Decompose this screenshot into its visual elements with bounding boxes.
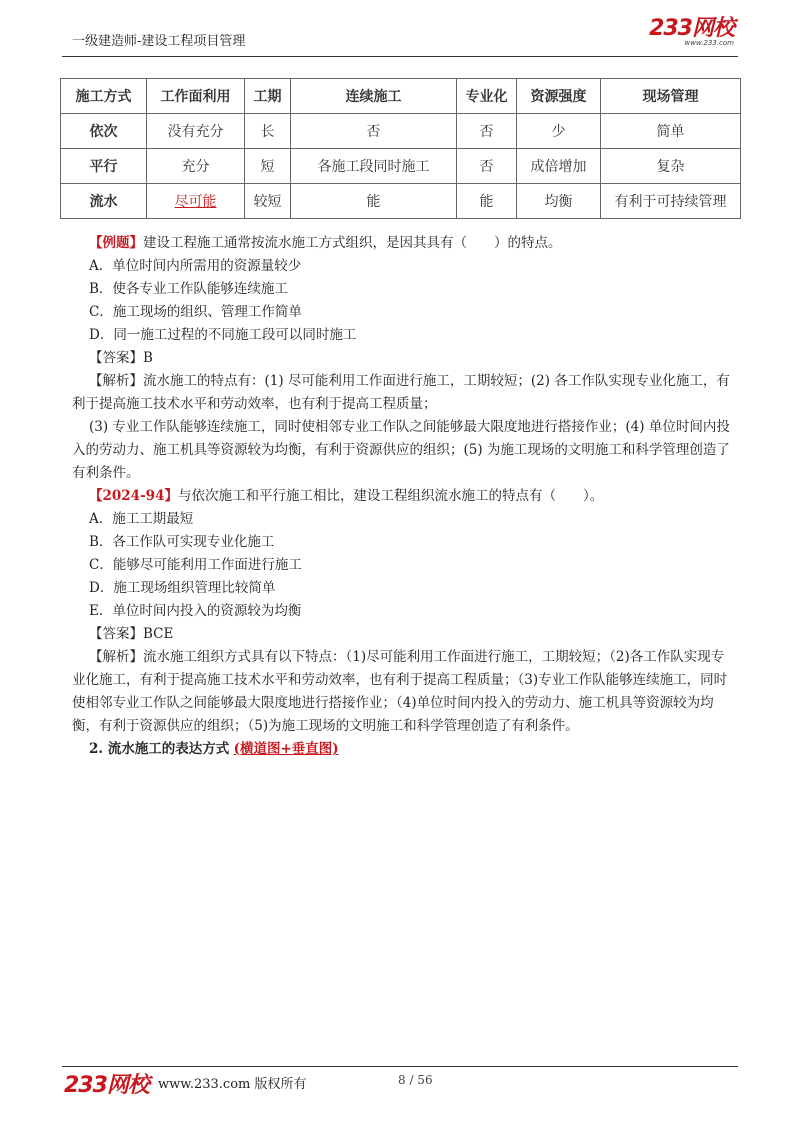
table-cell: 简单 (601, 114, 741, 149)
header-divider (62, 56, 738, 57)
table-cell: 能 (457, 184, 517, 219)
question-1-text: 建设工程施工通常按流水施工方式组织，是因其具有（ ）的特点。 (143, 235, 562, 251)
table-cell: 否 (457, 114, 517, 149)
table-cell: 均衡 (517, 184, 601, 219)
table-row-label: 平行 (61, 149, 147, 184)
table-row (61, 184, 741, 219)
table-cell: 有利于可持续管理 (601, 184, 741, 219)
table-row-label: 依次 (61, 114, 147, 149)
highlighted-cell-text: 尽可能 (174, 194, 217, 210)
table-cell: 能 (291, 184, 457, 219)
question-2-analysis: 【解析】流水施工组织方式具有以下特点：（1)尽可能利用工作面进行施工，工期较短；（2)各工作队实现专业化施工，有利于提高施工技术水平和劳动效率，也有利于提高工程质量；（3)专业工作队能够连续施工，同时使相邻专业工作队之间能够最大限度地进行搭接作业；（4)单位时间内投入的劳动力、施工机具等资源较为均衡，有利于资源供应的组织；（5)为施工现场的文明施工和科学管理创造了有利条件。 (72, 649, 728, 734)
option-text: D．施工现场组织管理比较简单 (89, 580, 276, 596)
option-text: D．同一施工过程的不同施工段可以同时施工 (89, 327, 357, 343)
table-header-cell: 现场管理 (601, 79, 741, 114)
question-1-analysis: 【解析】流水施工的特点有：(1) 尽可能利用工作面进行施工，工期较短；(2) 各工作队实现专业化施工，有利于提高施工技术水平和劳动效率，也有利于提高工程质量； (72, 373, 730, 412)
table-cell: 否 (457, 149, 517, 184)
table-cell: 充分 (147, 149, 245, 184)
question-1-tag: 【例题】 (89, 235, 143, 251)
table-cell (147, 184, 245, 219)
table-header-cell: 资源强度 (517, 79, 601, 114)
section-title: 2. 流水施工的表达方式 (89, 741, 230, 757)
table-header-cell: 工作面利用 (147, 79, 245, 114)
header-title: 一级建造师-建设工程项目管理 (72, 34, 246, 49)
table-cell: 各施工段同时施工 (291, 149, 457, 184)
question-1-stem (72, 232, 734, 255)
footer-logo: 233网校 (64, 1073, 149, 1098)
question-2-stem (72, 485, 734, 508)
question-1-answer: 【答案】B (89, 350, 153, 366)
brand-logo (649, 18, 734, 47)
table-row (61, 114, 741, 149)
section-highlight: (横道图+垂直图) (233, 741, 339, 757)
table-header-cell: 施工方式 (61, 79, 147, 114)
option-text: B．使各专业工作队能够连续施工 (89, 281, 288, 297)
page-content (72, 232, 734, 761)
section-heading (72, 738, 734, 761)
comparison-table (60, 78, 741, 219)
table-header-cell: 专业化 (457, 79, 517, 114)
table-row-label: 流水 (61, 184, 147, 219)
table-header-cell: 连续施工 (291, 79, 457, 114)
table-cell: 否 (291, 114, 457, 149)
option-text: A．单位时间内所需用的资源量较少 (89, 258, 302, 274)
table-cell: 成倍增加 (517, 149, 601, 184)
page-number: 8 / 56 (398, 1073, 433, 1087)
table-cell: 较短 (245, 184, 291, 219)
table-row (61, 149, 741, 184)
option-text: E．单位时间内投入的资源较为均衡 (89, 603, 302, 619)
brand-logo-text: 233网校 (649, 16, 734, 41)
table-cell: 长 (245, 114, 291, 149)
footer-divider (62, 1066, 738, 1067)
table-cell: 短 (245, 149, 291, 184)
option-text: C．能够尽可能利用工作面进行施工 (89, 557, 302, 573)
table-cell: 复杂 (601, 149, 741, 184)
question-2-text: 与依次施工和平行施工相比，建设工程组织流水施工的特点有（ ）。 (177, 488, 604, 504)
option-text: C．施工现场的组织、管理工作简单 (89, 304, 302, 320)
table-cell: 少 (517, 114, 601, 149)
question-2-answer: 【答案】BCE (89, 626, 174, 642)
question-1-analysis-cont: (3) 专业工作队能够连续施工，同时使相邻专业工作队之间能够最大限度地进行搭接作业；(4) 单位时间内投入的劳动力、施工机具等资源较为均衡，有利于资源供应的组织；(5) 为施工现场的文明施工和科学管理创造了有利条件。 (72, 419, 730, 481)
table-cell: 没有充分 (147, 114, 245, 149)
brand-logo-url: www.233.com (684, 39, 734, 47)
option-text: A．施工工期最短 (89, 511, 194, 527)
table-header-row (61, 79, 741, 114)
footer-copyright: www.233.com 版权所有 (158, 1077, 307, 1092)
question-2-tag: 【2024-94】 (89, 488, 178, 504)
table-header-cell: 工期 (245, 79, 291, 114)
option-text: B．各工作队可实现专业化施工 (89, 534, 275, 550)
